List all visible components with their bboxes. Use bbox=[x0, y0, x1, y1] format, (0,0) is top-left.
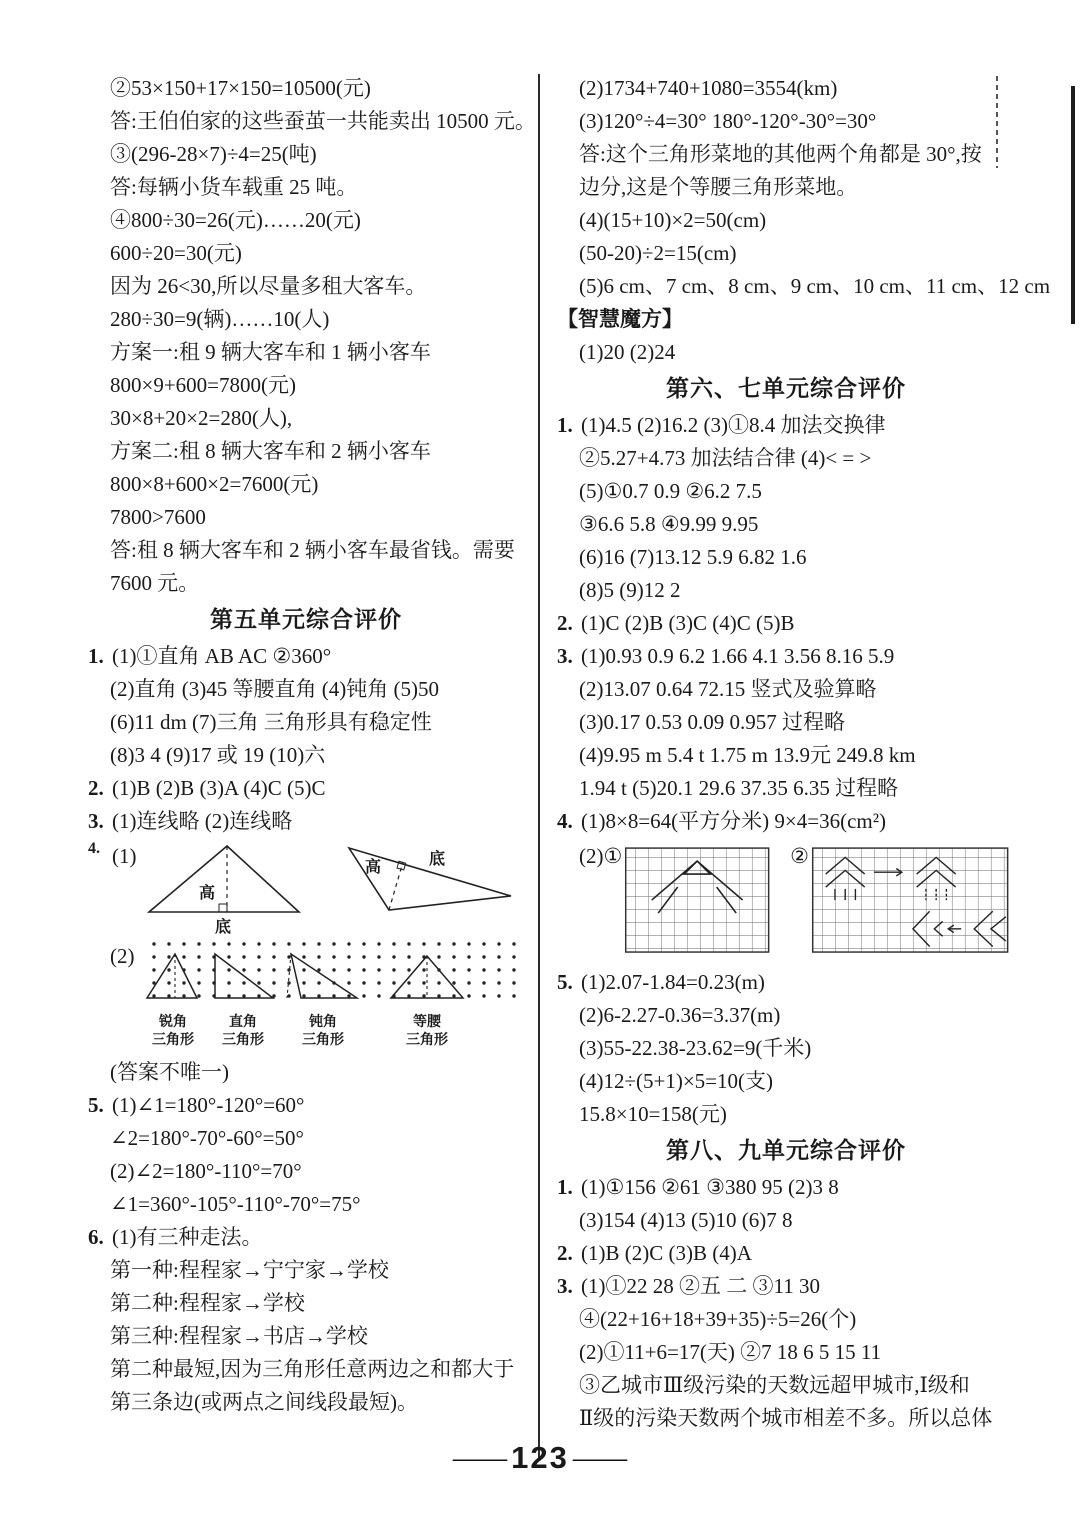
triangle-type-label: 三角形 bbox=[221, 1033, 264, 1048]
answer-line bbox=[557, 1303, 1015, 1336]
answer-line bbox=[557, 508, 1015, 541]
answer-text: ②53×150+17×150=10500(元) bbox=[110, 76, 371, 100]
answer-line bbox=[557, 336, 1015, 369]
answer-line bbox=[557, 1098, 1015, 1131]
answer-line bbox=[88, 1353, 524, 1386]
answer-text: ④800÷30=26(元)……20(元) bbox=[110, 208, 361, 232]
answer-text: 答:王伯伯家的这些蚕茧一共能卖出 10500 元。 bbox=[110, 109, 536, 133]
item-number: 2. bbox=[557, 611, 573, 635]
answer-text: 方案一:租 9 辆大客车和 1 辆小客车 bbox=[110, 340, 431, 364]
answer-text: 第二种最短,因为三角形任意两边之和都大于 bbox=[110, 1357, 515, 1381]
item-number: 3. bbox=[88, 809, 104, 833]
answer-text: (1)8×8=64(平方分米) 9×4=36(cm²) bbox=[581, 809, 887, 833]
item-number: 3. bbox=[557, 1274, 573, 1298]
answer-text: (2)1734+740+1080=3554(km) bbox=[579, 76, 838, 100]
answer-line bbox=[88, 1320, 524, 1353]
triangle-type-label: 三角形 bbox=[405, 1033, 448, 1048]
base-label-2: 底 bbox=[428, 851, 445, 868]
item-number: 5. bbox=[557, 970, 573, 994]
triangle-type-label: 直角 bbox=[228, 1015, 257, 1030]
answer-line bbox=[557, 640, 1015, 673]
answer-line bbox=[557, 409, 1015, 442]
answer-text: (1)∠1=180°-120°=60° bbox=[112, 1093, 305, 1117]
answer-text: (2)①11+6=17(天) ②7 18 6 5 15 11 bbox=[579, 1340, 882, 1364]
figure-row-square-grids bbox=[557, 840, 1015, 962]
answer-text: 7600 元。 bbox=[110, 571, 200, 595]
item-number: 1. bbox=[557, 1175, 573, 1199]
answer-line bbox=[88, 270, 524, 303]
answer-text: (1)C (2)B (3)C (4)C (5)B bbox=[581, 611, 795, 635]
answer-line bbox=[88, 534, 524, 567]
answer-text: (1)20 (2)24 bbox=[579, 340, 676, 364]
answer-line bbox=[557, 138, 1015, 171]
unit5-answers-continued-block bbox=[557, 72, 1051, 369]
answer-text: ④(22+16+18+39+35)÷5=26(个) bbox=[579, 1307, 857, 1331]
scan-artifact-line bbox=[996, 76, 998, 168]
answer-text: ③6.6 5.8 ④9.99 9.95 bbox=[579, 512, 759, 536]
answer-line bbox=[88, 105, 536, 138]
answer-text: ②5.27+4.73 加法结合律 (4)< = > bbox=[579, 446, 872, 470]
triangle-type-label: 锐角 bbox=[158, 1015, 187, 1030]
answer-text: ③乙城市Ⅲ级污染的天数远超甲城市,Ⅰ级和 bbox=[579, 1373, 970, 1397]
unit5-answers-block-b bbox=[88, 1056, 524, 1419]
answer-line bbox=[557, 574, 1015, 607]
answer-line bbox=[88, 567, 524, 600]
unit67-answers-block-a bbox=[557, 409, 1015, 838]
item-number: 1. bbox=[557, 413, 573, 437]
item-number: 4. bbox=[88, 840, 100, 857]
scan-artifact-line bbox=[1071, 86, 1075, 324]
answer-line bbox=[88, 1221, 524, 1254]
answer-text: (6)11 dm (7)三角 三角形具有稳定性 bbox=[110, 710, 432, 734]
item-number: 4. bbox=[557, 809, 573, 833]
answer-line bbox=[557, 303, 1015, 336]
answer-line bbox=[88, 805, 524, 838]
answer-line bbox=[557, 999, 1015, 1032]
answer-text: (1)①直角 AB AC ②360° bbox=[112, 644, 332, 668]
answer-text: (4)9.95 m 5.4 t 1.75 m 13.9元 249.8 km bbox=[579, 743, 916, 767]
item-number: 2. bbox=[88, 776, 104, 800]
triangle-type-label: 三角形 bbox=[301, 1033, 344, 1048]
item-number: 3. bbox=[557, 644, 573, 668]
answer-line bbox=[88, 1254, 524, 1287]
answer-line bbox=[557, 105, 1015, 138]
answer-line bbox=[88, 1287, 524, 1320]
answer-line bbox=[557, 541, 1015, 574]
dot-grid-triangles-figure bbox=[135, 940, 521, 1052]
answer-text: 7800>7600 bbox=[110, 505, 206, 529]
answer-text: (3)55-22.38-23.62=9(千米) bbox=[579, 1036, 812, 1060]
answer-line bbox=[557, 1171, 1015, 1204]
answer-text: 第三条边(或两点之间线段最短)。 bbox=[110, 1390, 418, 1414]
answer-line bbox=[88, 138, 524, 171]
answer-line bbox=[557, 1369, 1015, 1402]
answer-text: 第三种:程程家→书店→学校 bbox=[110, 1324, 368, 1348]
answer-text: (1)B (2)C (3)B (4)A bbox=[581, 1241, 752, 1265]
answer-line bbox=[88, 171, 524, 204]
answer-text: 15.8×10=158(元) bbox=[579, 1102, 727, 1126]
answer-text: 800×8+600×2=7600(元) bbox=[110, 472, 319, 496]
answer-text: (2)直角 (3)45 等腰直角 (4)钝角 (5)50 bbox=[110, 677, 439, 701]
height-label-2: 高 bbox=[364, 859, 381, 876]
answer-line bbox=[557, 805, 1015, 838]
answer-text: ③(296-28×7)÷4=25(吨) bbox=[110, 142, 317, 166]
answer-line bbox=[88, 237, 524, 270]
answer-line bbox=[88, 468, 524, 501]
unit89-answers-block bbox=[557, 1171, 1015, 1435]
figure-row-triangle-heights bbox=[88, 840, 524, 936]
item-number: 6. bbox=[88, 1225, 104, 1249]
answer-text: 30×8+20×2=280(人), bbox=[110, 406, 293, 430]
answer-text: (1)连线略 (2)连线略 bbox=[112, 809, 293, 833]
answer-text: ∠1=360°-105°-110°-70°=75° bbox=[110, 1192, 361, 1216]
answer-text: (2)∠2=180°-110°=70° bbox=[110, 1159, 302, 1183]
answer-text: (1)4.5 (2)16.2 (3)①8.4 加法交换律 bbox=[581, 413, 886, 437]
answer-line bbox=[557, 1402, 1015, 1435]
answer-line bbox=[557, 270, 1051, 303]
answer-line bbox=[88, 303, 524, 336]
column-divider bbox=[538, 74, 540, 1458]
answer-line bbox=[557, 772, 1015, 805]
answer-text: 因为 26<30,所以尽量多租大客车。 bbox=[110, 274, 427, 298]
figure-prefix: (1) bbox=[112, 844, 137, 868]
answer-line bbox=[557, 966, 1015, 999]
answer-text: (1)有三种走法。 bbox=[112, 1225, 263, 1249]
grid-figure-1 bbox=[622, 840, 780, 962]
answer-text: 答:租 8 辆大客车和 2 辆小客车最省钱。需要 bbox=[110, 538, 515, 562]
section-heading-unit5: 第五单元综合评价 bbox=[210, 607, 402, 632]
section-heading-unit6-7: 第六、七单元综合评价 bbox=[666, 376, 906, 401]
answer-text: 答:这个三角形菜地的其他两个角都是 30°,按 bbox=[579, 142, 982, 166]
answer-text: 800×9+600=7800(元) bbox=[110, 373, 297, 397]
answer-line bbox=[557, 1065, 1015, 1098]
answer-line bbox=[88, 706, 524, 739]
answer-line bbox=[557, 475, 1015, 508]
answer-line bbox=[88, 640, 524, 673]
figure-sub-label: ② bbox=[790, 844, 809, 868]
answer-line bbox=[557, 1204, 1015, 1237]
answer-text: 第一种:程程家→宁宁家→学校 bbox=[110, 1258, 389, 1282]
unit67-answers-block-b bbox=[557, 966, 1015, 1131]
answer-line bbox=[88, 1188, 524, 1221]
answer-line bbox=[88, 336, 524, 369]
left-column bbox=[88, 72, 536, 1419]
answer-line bbox=[88, 369, 524, 402]
answer-text: (答案不唯一) bbox=[110, 1060, 229, 1084]
triangle-type-label: 三角形 bbox=[151, 1033, 194, 1048]
answer-line bbox=[557, 204, 1015, 237]
answer-line bbox=[88, 1089, 524, 1122]
height-label-1: 高 bbox=[198, 885, 215, 902]
answer-line bbox=[88, 1122, 524, 1155]
answer-text: 1.94 t (5)20.1 29.6 37.35 6.35 过程略 bbox=[579, 776, 899, 800]
answer-line bbox=[88, 204, 524, 237]
answer-text: Ⅱ级的污染天数两个城市相差不多。所以总体 bbox=[579, 1406, 993, 1430]
answer-text: (2)6-2.27-0.36=3.37(m) bbox=[579, 1003, 781, 1027]
answer-text: 边分,这是个等腰三角形菜地。 bbox=[579, 175, 858, 199]
answer-line bbox=[557, 1270, 1015, 1303]
figure-prefix: (2)① bbox=[579, 844, 623, 868]
answer-text: (1)①22 28 ②五 二 ③11 30 bbox=[581, 1274, 820, 1298]
answer-text: (50-20)÷2=15(cm) bbox=[579, 241, 737, 265]
triangle-height-figure bbox=[137, 840, 517, 936]
answer-line bbox=[88, 1155, 524, 1188]
item-number: 1. bbox=[88, 644, 104, 668]
answer-text: (6)16 (7)13.12 5.9 6.82 1.6 bbox=[579, 545, 807, 569]
answer-line bbox=[557, 673, 1015, 706]
answer-text: 方案二:租 8 辆大客车和 2 辆小客车 bbox=[110, 439, 431, 463]
answer-line bbox=[88, 1056, 524, 1089]
answer-text: (1)2.07-1.84=0.23(m) bbox=[581, 970, 765, 994]
page-number: 123 bbox=[511, 1440, 569, 1475]
answer-text: 【智慧魔方】 bbox=[557, 307, 683, 331]
answer-text: (8)5 (9)12 2 bbox=[579, 578, 681, 602]
answer-text: (5)①0.7 0.9 ②6.2 7.5 bbox=[579, 479, 762, 503]
answer-line bbox=[557, 706, 1015, 739]
item-number: 5. bbox=[88, 1093, 104, 1117]
answer-line bbox=[88, 72, 524, 105]
answer-line bbox=[557, 607, 1015, 640]
intro-answers-block bbox=[88, 72, 536, 600]
page-footer bbox=[0, 1440, 1080, 1476]
answer-line bbox=[557, 1032, 1015, 1065]
answer-line bbox=[557, 1336, 1015, 1369]
answer-text: (2)13.07 0.64 72.15 竖式及验算略 bbox=[579, 677, 877, 701]
answer-text: ∠2=180°-70°-60°=50° bbox=[110, 1126, 304, 1150]
answer-text: (3)154 (4)13 (5)10 (6)7 8 bbox=[579, 1208, 793, 1232]
grid-figure-2 bbox=[809, 840, 1015, 962]
answer-line bbox=[557, 739, 1015, 772]
answer-text: (4)12÷(5+1)×5=10(支) bbox=[579, 1069, 774, 1093]
answer-line bbox=[557, 171, 1015, 204]
answer-text: 600÷20=30(元) bbox=[110, 241, 242, 265]
base-label-1: 底 bbox=[214, 919, 231, 936]
answer-text: (8)3 4 (9)17 或 19 (10)六 bbox=[110, 743, 326, 767]
figure-prefix: (2) bbox=[110, 944, 135, 968]
triangle-type-label: 钝角 bbox=[308, 1015, 337, 1030]
answer-text: 答:每辆小货车载重 25 吨。 bbox=[110, 175, 358, 199]
answer-text: (3)120°÷4=30° 180°-120°-30°=30° bbox=[579, 109, 877, 133]
answer-text: (5)6 cm、7 cm、8 cm、9 cm、10 cm、11 cm、12 cm bbox=[579, 274, 1051, 298]
footer-dash-left: — bbox=[453, 1441, 508, 1474]
answer-text: (1)B (2)B (3)A (4)C (5)C bbox=[112, 776, 326, 800]
answer-text: 第二种:程程家→学校 bbox=[110, 1291, 305, 1315]
item-number: 2. bbox=[557, 1241, 573, 1265]
section-heading-unit8-9: 第八、九单元综合评价 bbox=[666, 1138, 906, 1163]
answer-text: (1)0.93 0.9 6.2 1.66 4.1 3.56 8.16 5.9 bbox=[581, 644, 895, 668]
answer-line bbox=[88, 501, 524, 534]
answer-line bbox=[88, 402, 524, 435]
answer-line bbox=[557, 72, 1015, 105]
answer-line bbox=[557, 1237, 1015, 1270]
footer-dash-right: — bbox=[572, 1441, 627, 1474]
answer-line bbox=[557, 237, 1015, 270]
figure-row-dot-grid bbox=[88, 940, 524, 1052]
answer-text: (1)①156 ②61 ③380 95 (2)3 8 bbox=[581, 1175, 839, 1199]
answer-text: (4)(15+10)×2=50(cm) bbox=[579, 208, 767, 232]
answer-line bbox=[88, 673, 524, 706]
right-column bbox=[557, 72, 1051, 1435]
answer-text: (3)0.17 0.53 0.09 0.957 过程略 bbox=[579, 710, 845, 734]
triangle-type-label: 等腰 bbox=[412, 1015, 441, 1030]
answer-line bbox=[88, 739, 524, 772]
unit5-answers-block-a bbox=[88, 640, 524, 838]
answer-line bbox=[88, 772, 524, 805]
answer-line bbox=[88, 1386, 524, 1419]
answer-text: 280÷30=9(辆)……10(人) bbox=[110, 307, 330, 331]
answer-line bbox=[88, 435, 524, 468]
answer-line bbox=[557, 442, 1015, 475]
